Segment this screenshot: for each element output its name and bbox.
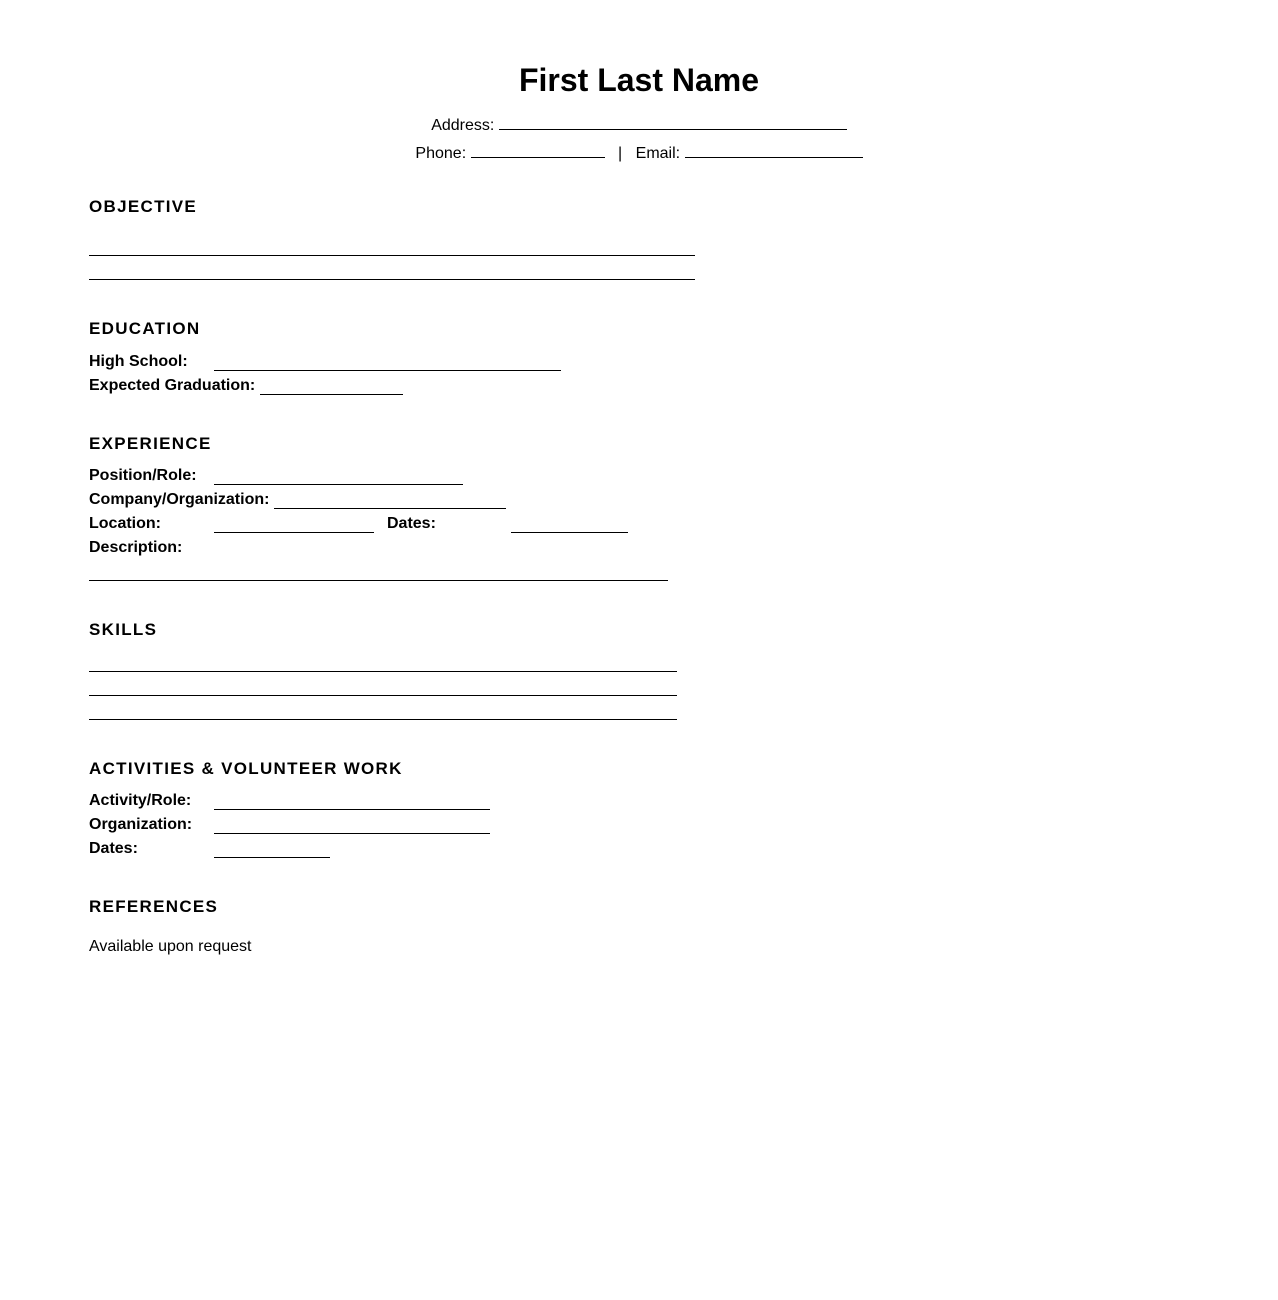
organization-blank[interactable]: [214, 833, 490, 834]
address-blank[interactable]: [499, 114, 847, 130]
company-label: Company/Organization:: [89, 491, 270, 508]
contact-separator: |: [618, 145, 623, 162]
skills-heading: SKILLS: [89, 620, 158, 639]
high-school-blank[interactable]: [214, 370, 561, 371]
phone-label: Phone:: [415, 145, 467, 162]
education-heading: EDUCATION: [89, 319, 201, 338]
email-label: Email:: [635, 145, 681, 162]
location-blank[interactable]: [214, 532, 374, 533]
objective-blank-2[interactable]: [89, 279, 695, 280]
activity-dates-label: Dates:: [89, 840, 138, 857]
experience-dates-blank[interactable]: [511, 532, 628, 533]
graduation-blank[interactable]: [260, 394, 403, 395]
activity-dates-blank[interactable]: [214, 857, 330, 858]
description-blank[interactable]: [89, 580, 668, 581]
skills-blank-2[interactable]: [89, 695, 677, 696]
graduation-label: Expected Graduation:: [89, 377, 256, 394]
skills-blank-1[interactable]: [89, 671, 677, 672]
references-heading: REFERENCES: [89, 897, 219, 916]
phone-blank[interactable]: [471, 142, 605, 158]
position-label: Position/Role:: [89, 467, 197, 484]
activity-role-label: Activity/Role:: [89, 792, 192, 809]
skills-blank-3[interactable]: [89, 719, 677, 720]
experience-heading: EXPERIENCE: [89, 434, 212, 453]
address-label: Address:: [431, 117, 495, 134]
objective-heading: OBJECTIVE: [89, 197, 198, 216]
location-label: Location:: [89, 515, 161, 532]
experience-dates-label: Dates:: [387, 515, 436, 532]
email-blank[interactable]: [685, 142, 863, 158]
address-line: [0, 114, 1278, 135]
organization-label: Organization:: [89, 816, 193, 833]
resume-name: First Last Name: [518, 62, 760, 98]
company-blank[interactable]: [274, 508, 506, 509]
activities-heading: ACTIVITIES & VOLUNTEER WORK: [89, 759, 403, 778]
references-text: Available upon request: [89, 938, 252, 955]
activity-role-blank[interactable]: [214, 809, 490, 810]
position-blank[interactable]: [214, 484, 463, 485]
high-school-label: High School:: [89, 353, 188, 370]
description-label: Description:: [89, 539, 183, 556]
objective-blank-1[interactable]: [89, 255, 695, 256]
phone-email-line: [0, 142, 1278, 163]
